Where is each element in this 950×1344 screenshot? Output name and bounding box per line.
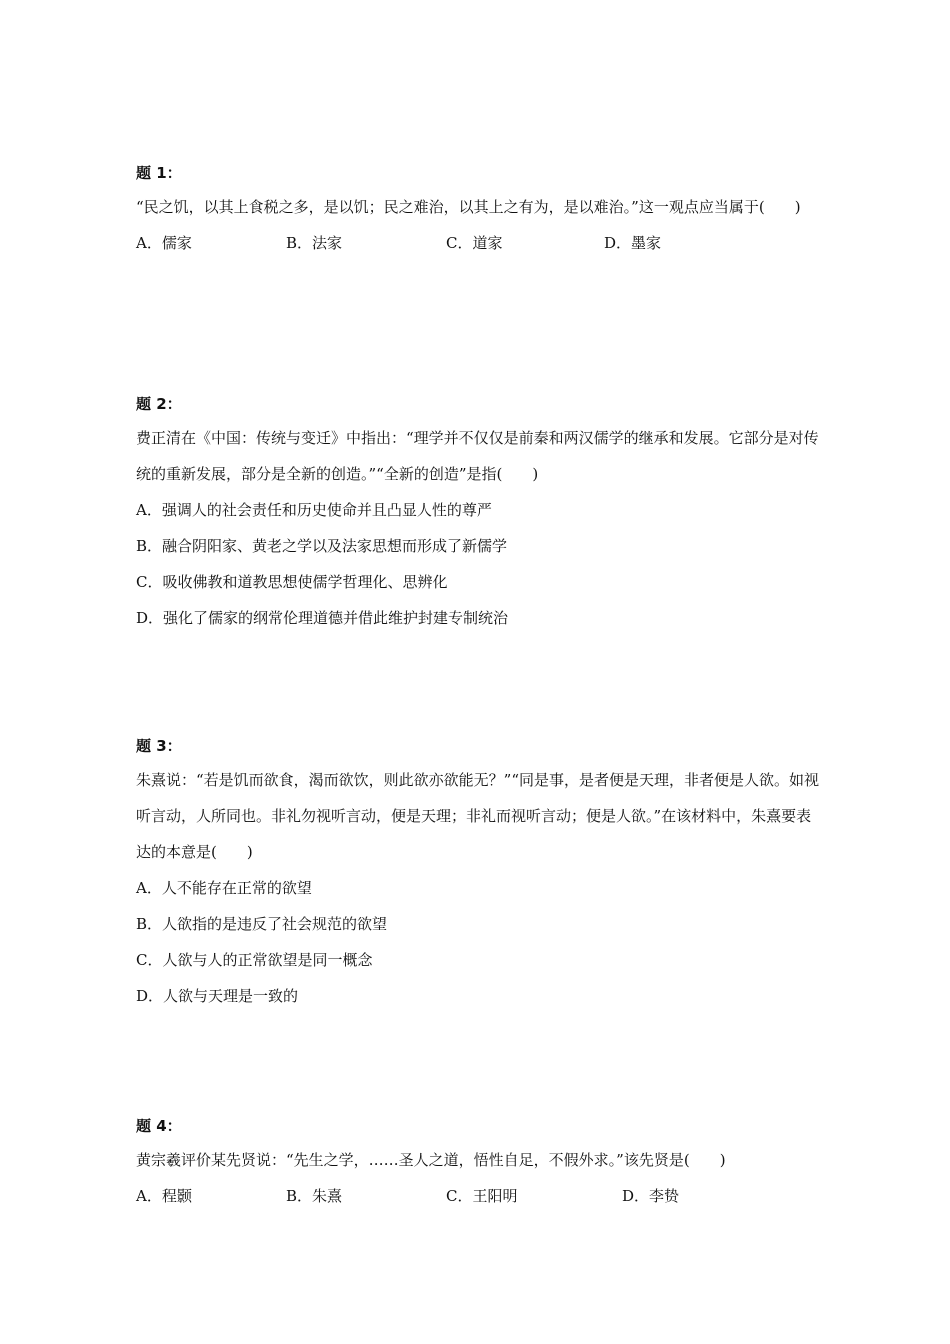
option-a: A．人不能存在正常的欲望 bbox=[136, 879, 312, 897]
question-stem: 费正清在《中国：传统与变迁》中指出：“理学并不仅仅是前秦和两汉儒学的继承和发展。它部分是对传统的重新发展，部分是全新的创造。”“全新的创造”是指( ) bbox=[136, 429, 819, 483]
question-title: 题 3： bbox=[136, 737, 182, 755]
question-4 bbox=[136, 1114, 826, 1214]
question-1 bbox=[136, 161, 826, 261]
option-a: A．程颢 bbox=[136, 1187, 192, 1205]
option-a: A．儒家 bbox=[136, 234, 192, 252]
option-a: A．强调人的社会责任和历史使命并且凸显人性的尊严 bbox=[136, 501, 492, 519]
question-stem: “民之饥，以其上食税之多，是以饥；民之难治，以其上之有为，是以难治。”这一观点应当属于( ) bbox=[136, 198, 801, 216]
question-title: 题 2： bbox=[136, 395, 182, 413]
option-d: D．强化了儒家的纲常伦理道德并借此维护封建专制统治 bbox=[136, 609, 509, 627]
question-3 bbox=[136, 734, 826, 1014]
option-d: D．墨家 bbox=[604, 234, 662, 252]
option-b: B．融合阴阳家、黄老之学以及法家思想而形成了新儒学 bbox=[136, 537, 508, 555]
option-b: B．法家 bbox=[286, 234, 343, 252]
option-c: C．道家 bbox=[446, 234, 503, 252]
options-row bbox=[136, 1178, 826, 1214]
question-stem: 黄宗羲评价某先贤说：“先生之学，……圣人之道，悟性自足，不假外求。”该先贤是( ) bbox=[136, 1151, 726, 1169]
question-title: 题 4： bbox=[136, 1117, 182, 1135]
option-c: C．吸收佛教和道教思想使儒学哲理化、思辨化 bbox=[136, 573, 448, 591]
option-d: D．李贽 bbox=[622, 1187, 680, 1205]
option-c: C．人欲与人的正常欲望是同一概念 bbox=[136, 951, 373, 969]
question-title: 题 1： bbox=[136, 164, 182, 182]
options-row bbox=[136, 225, 826, 261]
option-b: B．人欲指的是违反了社会规范的欲望 bbox=[136, 915, 388, 933]
question-2 bbox=[136, 392, 826, 636]
question-stem: 朱熹说：“若是饥而欲食，渴而欲饮，则此欲亦欲能无？”“同是事，是者便是天理，非者便是人欲。如视听言动，人所同也。非礼勿视听言动，便是天理；非礼而视听言动；便是人欲。”在该材料中，朱熹要表达的本意是( ) bbox=[136, 771, 820, 861]
option-d: D．人欲与天理是一致的 bbox=[136, 987, 299, 1005]
option-c: C．王阳明 bbox=[446, 1187, 518, 1205]
option-b: B．朱熹 bbox=[286, 1187, 343, 1205]
